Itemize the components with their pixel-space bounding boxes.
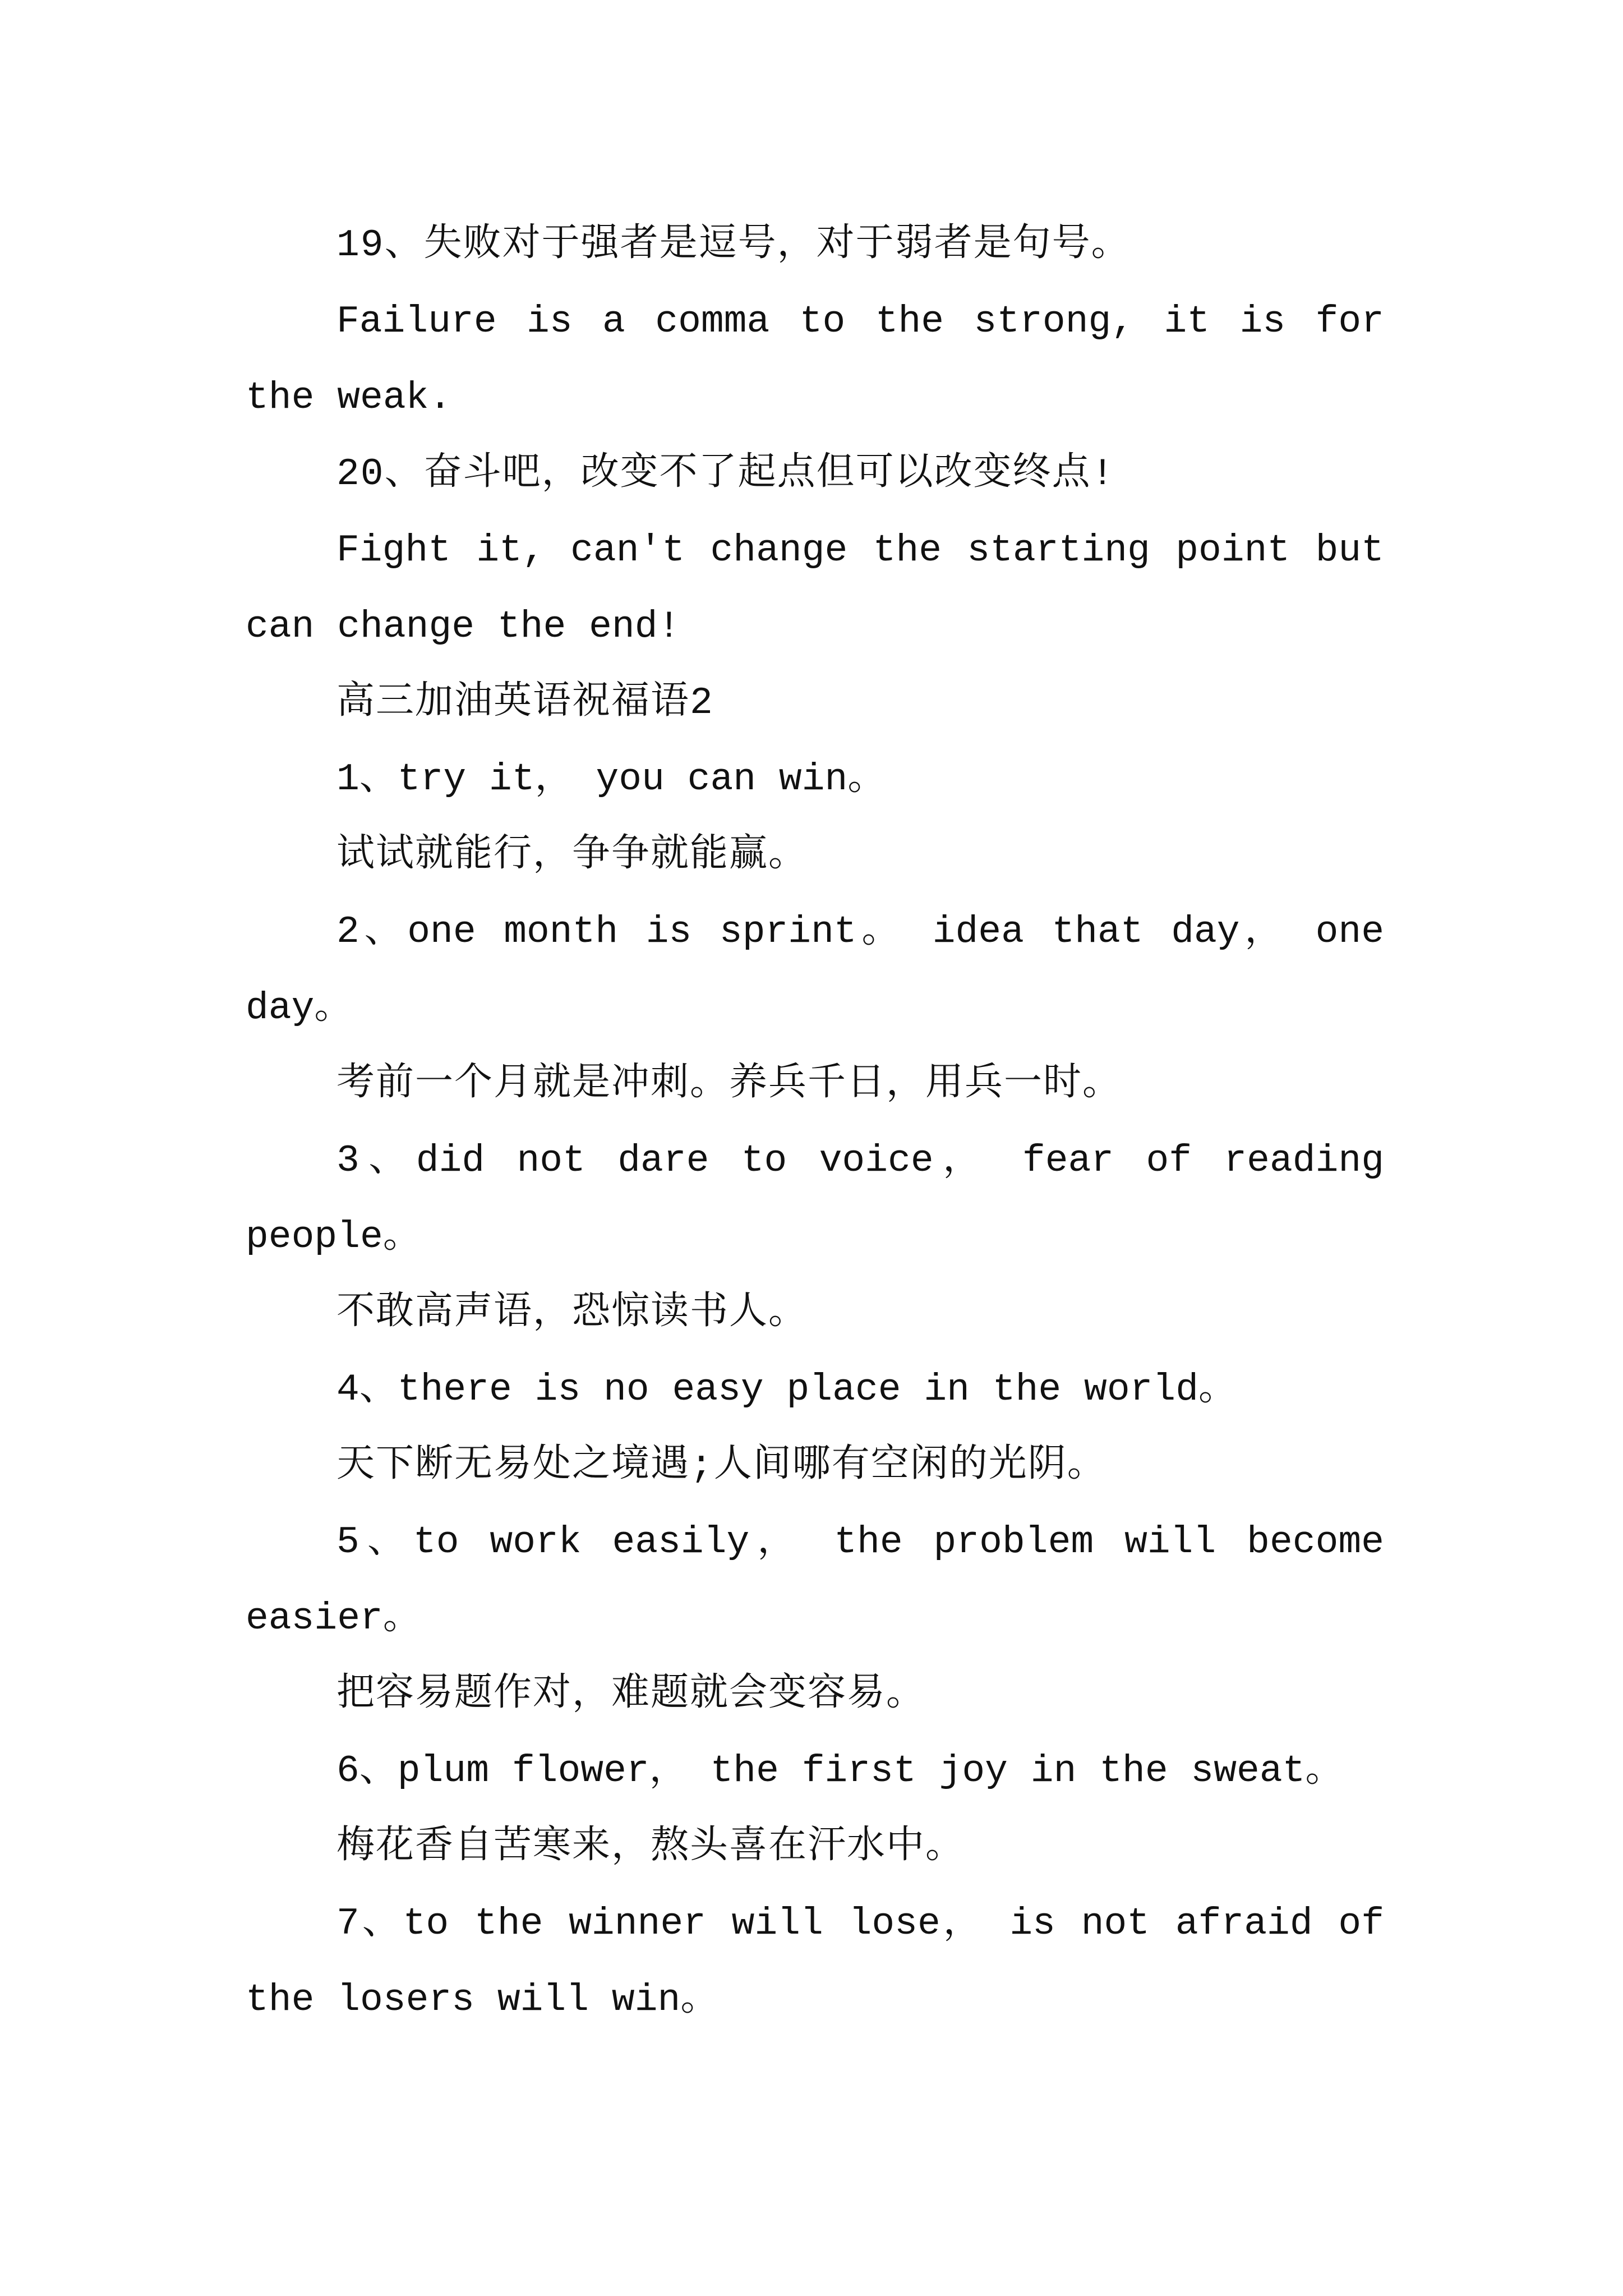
item-5-en: 5、to work easily， the problem will become easier。: [246, 1521, 1384, 1640]
item-4-zh: 天下断无易处之境遇;人间哪有空闲的光阴。: [336, 1444, 1106, 1488]
item-1-en: 1、try it， you can win。: [336, 758, 886, 801]
item-6-en: 6、plum flower， the first joy in the sweat。: [336, 1750, 1344, 1793]
paragraph-19-zh: 19、失败对于强者是逗号，对于弱者是句号。: [336, 224, 1131, 267]
item-6-zh: 梅花香自苦寒来，熬头喜在汗水中。: [336, 1826, 965, 1869]
paragraph-20-zh: 20、奋斗吧，改变不了起点但可以改变终点!: [336, 453, 1115, 496]
item-3-zh: 不敢高声语，恐惊读书人。: [336, 1292, 808, 1335]
section-heading: 高三加油英语祝福语2: [336, 682, 714, 725]
item-7-en: 7、to the winner will lose， is not afraid of the losers will win。: [246, 1902, 1384, 2022]
paragraph-20-en: Fight it, can't change the starting point but can change the end!: [246, 529, 1384, 648]
document-body: [246, 208, 1384, 2039]
paragraph-19-en: Failure is a comma to the strong, it is for the weak.: [246, 300, 1384, 420]
item-3-en: 3、did not dare to voice， fear of reading people。: [246, 1139, 1384, 1259]
item-4-en: 4、there is no easy place in the world。: [336, 1368, 1237, 1411]
item-2-en: 2、one month is sprint。 idea that day， one day。: [246, 910, 1384, 1030]
item-5-zh: 把容易题作对，难题就会变容易。: [336, 1673, 926, 1717]
item-2-zh: 考前一个月就是冲刺。养兵千日，用兵一时。: [336, 1063, 1122, 1106]
item-1-zh: 试试就能行，争争就能赢。: [336, 834, 808, 877]
